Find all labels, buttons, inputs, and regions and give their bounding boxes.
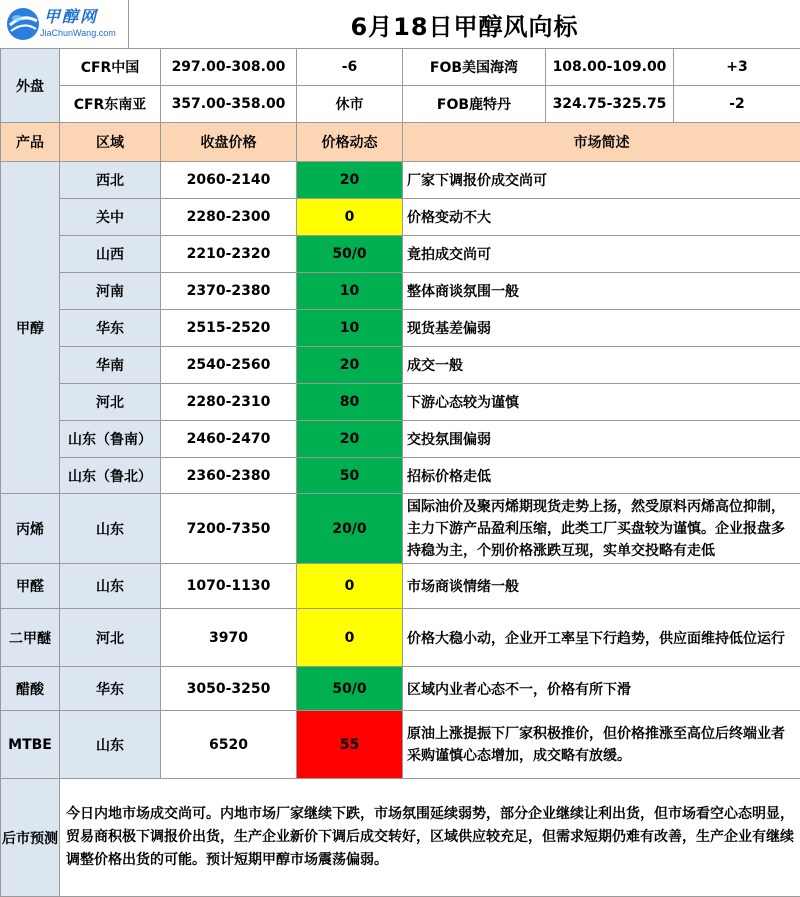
globe-icon [4,5,42,43]
outer-right-name: FOB鹿特丹 [403,86,546,123]
product-cell: 醋酸 [1,667,60,711]
outer-right-change: +3 [674,49,800,86]
dynamic-cell: 20 [297,162,403,199]
dynamic-cell: 50/0 [297,667,403,711]
dynamic-cell: 20 [297,421,403,458]
header-region: 区域 [60,123,161,162]
dynamic-cell: 50 [297,458,403,494]
price-cell: 2460-2470 [161,421,297,458]
product-cell: 丙烯 [1,494,60,564]
price-cell: 3050-3250 [161,667,297,711]
dynamic-cell: 0 [297,609,403,667]
outer-market-table [0,48,800,123]
region-cell: 河南 [60,273,161,310]
table-row [1,310,800,347]
table-row [1,199,800,236]
table-row [1,384,800,421]
dynamic-cell: 20/0 [297,494,403,564]
region-cell: 山东 [60,494,161,564]
region-cell: 山西 [60,236,161,273]
price-cell: 7200-7350 [161,494,297,564]
header-desc: 市场简述 [403,123,800,162]
desc-cell: 交投氛围偏弱 [403,421,800,458]
product-cell: 甲醛 [1,564,60,609]
dynamic-cell: 20 [297,347,403,384]
table-row [1,273,800,310]
desc-cell: 招标价格走低 [403,458,800,494]
dynamic-cell: 10 [297,273,403,310]
product-methanol: 甲醇 [1,162,60,494]
region-cell: 关中 [60,199,161,236]
outer-label: 外盘 [1,49,60,123]
table-row [1,458,800,494]
outer-right-price: 324.75-325.75 [546,86,674,123]
desc-cell: 价格变动不大 [403,199,800,236]
desc-cell: 整体商谈氛围一般 [403,273,800,310]
desc-cell: 下游心态较为谨慎 [403,384,800,421]
forecast-text: 今日内地市场成交尚可。内地市场厂家继续下跌，市场氛围延续弱势，部分企业继续让利出货，但市场看空心态明显，贸易商积极下调报价出货，生产企业新价下调后成交转好，区域供应较充足，但需求短期仍难有改善，生产企业有继续调整价格出货的可能。预计短期甲醇市场震荡偏弱。 [60,779,800,897]
outer-right-change: -2 [674,86,800,123]
price-cell: 2515-2520 [161,310,297,347]
region-cell: 华东 [60,667,161,711]
product-cell: 二甲醚 [1,609,60,667]
price-cell: 2370-2380 [161,273,297,310]
dynamic-cell: 0 [297,564,403,609]
region-cell: 华东 [60,310,161,347]
header-row [1,123,800,162]
dynamic-cell: 10 [297,310,403,347]
desc-cell: 市场商谈情绪一般 [403,564,800,609]
region-cell: 华南 [60,347,161,384]
outer-row [1,49,800,86]
outer-left-change: 休市 [297,86,403,123]
price-cell: 3970 [161,609,297,667]
price-cell: 2210-2320 [161,236,297,273]
header-dynamic: 价格动态 [297,123,403,162]
price-cell: 2540-2560 [161,347,297,384]
forecast-row [1,779,800,897]
desc-cell: 现货基差偏弱 [403,310,800,347]
region-cell: 西北 [60,162,161,199]
header-product: 产品 [1,123,60,162]
table-row [1,609,800,667]
outer-right-price: 108.00-109.00 [546,49,674,86]
price-table [0,122,800,897]
table-row [1,421,800,458]
outer-left-price: 297.00-308.00 [161,49,297,86]
desc-cell: 价格大稳小动，企业开工率呈下行趋势，供应面维持低位运行 [403,609,800,667]
header-price: 收盘价格 [161,123,297,162]
desc-cell: 厂家下调报价成交尚可 [403,162,800,199]
desc-cell: 区域内业者心态不一，价格有所下滑 [403,667,800,711]
outer-left-name: CFR中国 [60,49,161,86]
logo-text: 甲醇网 [44,4,98,27]
desc-cell: 成交一般 [403,347,800,384]
table-row [1,347,800,384]
table-row [1,667,800,711]
table-row [1,162,800,199]
logo [0,0,128,48]
price-cell: 2280-2310 [161,384,297,421]
price-cell: 1070-1130 [161,564,297,609]
region-cell: 河北 [60,609,161,667]
desc-cell: 竟拍成交尚可 [403,236,800,273]
product-cell: MTBE [1,711,60,779]
outer-left-price: 357.00-358.00 [161,86,297,123]
dynamic-cell: 50/0 [297,236,403,273]
dynamic-cell: 0 [297,199,403,236]
dynamic-cell: 55 [297,711,403,779]
logo-url: JiaChunWang.com [40,28,116,38]
price-cell: 2280-2300 [161,199,297,236]
region-cell: 河北 [60,384,161,421]
price-cell: 2060-2140 [161,162,297,199]
table-row [1,564,800,609]
region-cell: 山东 [60,564,161,609]
table-row [1,494,800,564]
price-cell: 2360-2380 [161,458,297,494]
region-cell: 山东（鲁南） [60,421,161,458]
price-cell: 6520 [161,711,297,779]
desc-cell: 原油上涨提振下厂家积极推价，但价格推涨至高位后终端业者采购谨慎心态增加，成交略有放缓。 [403,711,800,779]
desc-cell: 国际油价及聚丙烯期现货走势上扬，然受原料丙烯高位抑制，主力下游产品盈利压缩，此类工厂买盘较为谨慎。企业报盘多持稳为主，个别价格涨跌互现，实单交投略有走低 [403,494,800,564]
table-row [1,711,800,779]
page-title: 6月18日甲醇风向标 [128,0,800,48]
region-cell: 山东（鲁北） [60,458,161,494]
outer-right-name: FOB美国海湾 [403,49,546,86]
region-cell: 山东 [60,711,161,779]
outer-left-name: CFR东南亚 [60,86,161,123]
forecast-label: 后市预测 [1,779,60,897]
dynamic-cell: 80 [297,384,403,421]
header [0,0,800,49]
outer-row [1,86,800,123]
outer-left-change: -6 [297,49,403,86]
table-row [1,236,800,273]
